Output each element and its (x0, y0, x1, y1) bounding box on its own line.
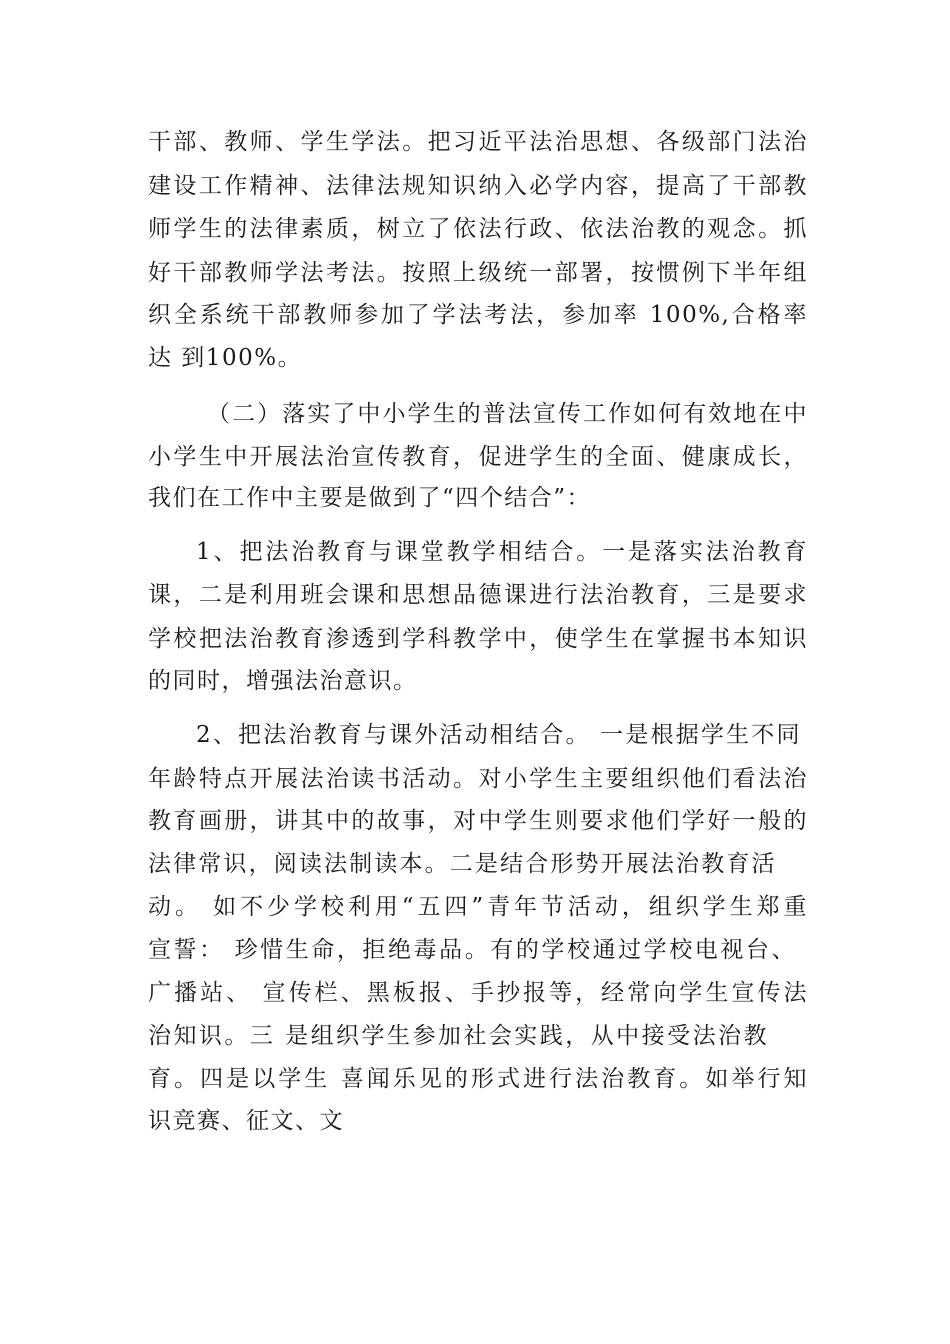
paragraph-line: 干部、教师、学生学法。把习近平法治思想、各级部门法治 (148, 129, 808, 155)
paragraph-line: 好干部教师学法考法。按照上级统一部署，按惯例下半年组 (148, 260, 808, 286)
paragraph-line: 年龄特点开展法治读书活动。对小学生主要组织他们看法治 (148, 766, 808, 792)
paragraph-line: 教育画册，讲其中的故事，对中学生则要求他们学好一般的 (148, 808, 808, 834)
paragraph-line: 师学生的法律素质，树立了依法行政、依法治教的观念。抓 (148, 216, 808, 242)
paragraph-line: 织全系统干部教师参加了学法考法，参加率 100%,合格率 (148, 302, 808, 328)
paragraph-line: 动。 如不少学校利用“五四”青年节活动，组织学生郑重 (148, 894, 808, 920)
paragraph-line: 学校把法治教育渗透到学科教学中，使学生在掌握书本知识 (148, 626, 808, 652)
paragraph-line: 识竞赛、征文、文 (148, 1108, 344, 1134)
paragraph-line: 建设工作精神、法律法规知识纳入必学内容，提高了干部教 (148, 173, 808, 199)
paragraph-line: 2、把法治教育与课外活动相结合。 一是根据学生不同 (196, 722, 801, 748)
paragraph-line: 法律常识，阅读法制读本。二是结合形势开展法治教育活 (148, 851, 776, 877)
paragraph-line: 小学生中开展法治宣传教育，促进学生的全面、健康成长， (148, 444, 808, 470)
paragraph-line: 达 到100%。 (148, 345, 303, 371)
paragraph-line: 的同时，增强法治意识。 (148, 668, 418, 694)
paragraph-line: 育。四是以学生 喜闻乐见的形式进行法治教育。如举行知 (148, 1066, 808, 1092)
paragraph-line: 1、把法治教育与课堂教学相结合。一是落实法治教育 (196, 539, 808, 565)
section-heading-line: （二）落实了中小学生的普法宣传工作如何有效地在中 (207, 401, 808, 427)
paragraph-line: 课，二是利用班会课和思想品德课进行法治教育，三是要求 (148, 582, 808, 608)
paragraph-line: 治知识。三 是组织学生参加社会实践，从中接受法治教 (148, 1023, 768, 1049)
paragraph-line: 广播站、 宣传栏、黑板报、手抄报等，经常向学生宣传法 (148, 980, 808, 1006)
paragraph-line: 宣誓： 珍惜生命，拒绝毒品。有的学校通过学校电视台、 (148, 937, 796, 963)
paragraph-line: 我们在工作中主要是做到了“四个结合”： (148, 485, 592, 511)
